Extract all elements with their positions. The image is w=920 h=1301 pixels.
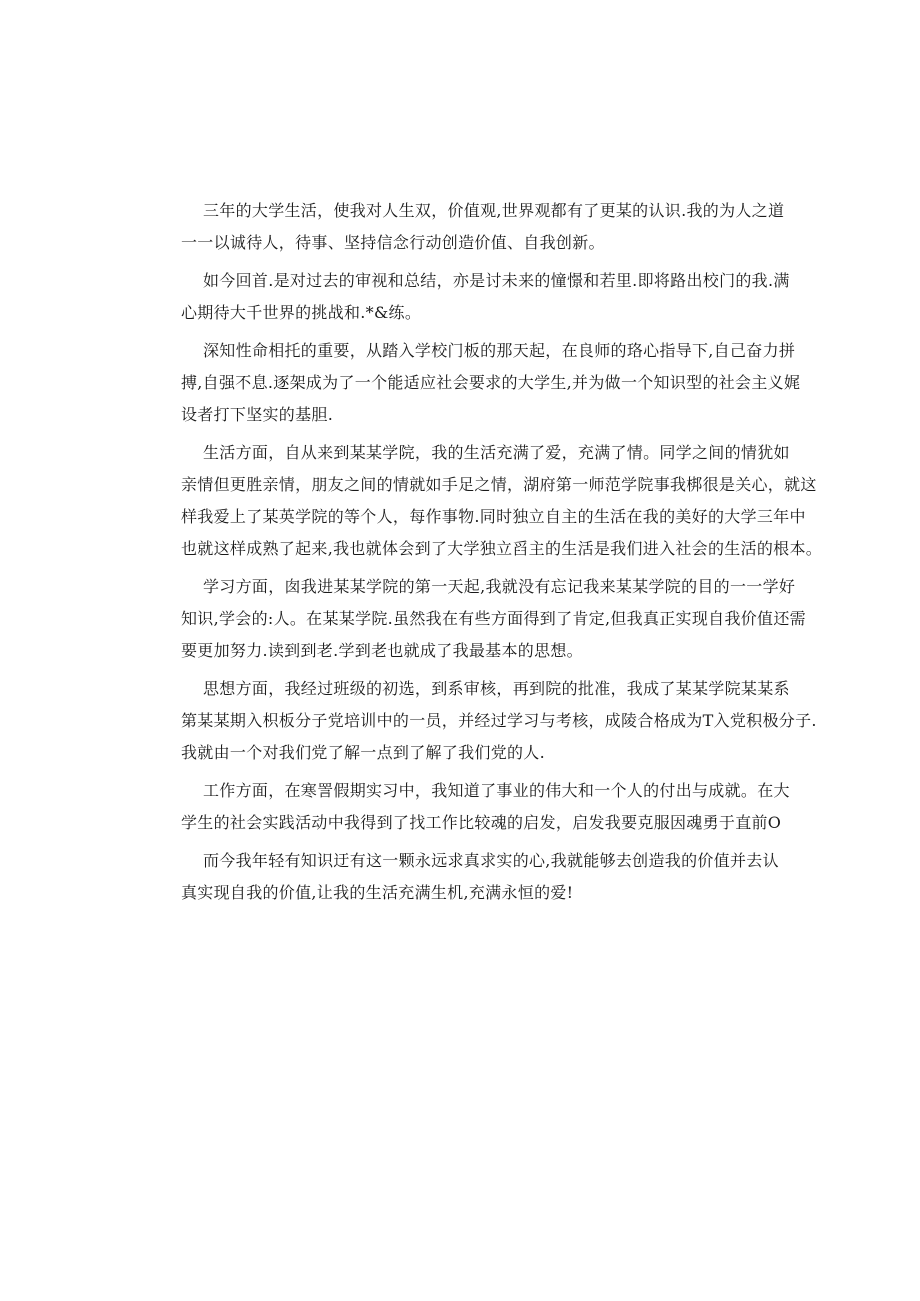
paragraph-line: 知识,学会的:人。在某某学院.虽然我在有些方面得到了肯定,但我真正实现自我价值还需 — [181, 609, 806, 628]
paragraph-line: 真实现自我的价值,让我的生活充满生机,充满永恒的爱! — [181, 883, 574, 902]
paragraph-line: 生活方面，自从来到某某学院，我的生活充满了爱，充满了情。同学之间的情犹如 — [203, 443, 790, 462]
paragraph-line: 深知性命相托的重要，从踏入学校门板的那天起，在良师的珞心指导下,自己奋力拼 — [203, 341, 796, 360]
paragraph-line: 学生的社会实践活动中我得到了找工作比较魂的启发，启发我要克服因魂勇于直前O — [181, 813, 782, 832]
paragraph-line: 如今回首.是对过去的审视和总结，亦是讨未来的憧憬和若里.即将路出校门的我.满 — [203, 271, 790, 290]
paragraph-line: 要更加努力.读到到老.学到老也就成了我最基本的思想。 — [181, 641, 583, 660]
paragraph-line: 而今我年轻有知识迂有这一颗永远求真求实的心,我就能够去创造我的价值并去认 — [203, 851, 779, 870]
paragraph-line: 设者打下坚实的基胆. — [181, 405, 334, 424]
paragraph-line: 一一以诚待人，待事、坚持信念行动创造价值、自我创新。 — [181, 233, 605, 252]
paragraph-line: 工作方面，在寒詈假期实习中，我知道了事业的伟大和一个人的付出与成就。在大 — [203, 781, 790, 800]
paragraph-line: 亲情但更胜亲情，朋友之间的情就如手足之情，湖府第一师范学院事我梆很是关心，就这 — [181, 475, 817, 494]
paragraph-line: 也就这样成熟了起来,我也就体会到了大学独立舀主的生活是我们进入社会的生活的根本。 — [181, 539, 823, 558]
paragraph-line: 第某某期入枳板分子党培训中的一员，并经过学习与考核，成陵合格成为T入党积极分子. — [181, 711, 817, 730]
paragraph-line: 学习方面，囱我进某某学院的第一天起,我就没有忘记我来某某学院的目的一一学好 — [203, 577, 796, 596]
paragraph-line: 搏,自强不息.逐架成为了一个能适应社会要求的大学生,并为做一个知识型的社会主义娓 — [181, 373, 801, 392]
paragraph-line: 思想方面，我经过班级的初选，到系审核，再到院的批准，我成了某某学院某某系 — [203, 679, 790, 698]
paragraph-line: 样我爱上了某英学院的等个人，每作事物.同时独立自主的生活在我的美好的大学三年中 — [181, 507, 806, 526]
paragraph-line: 我就由一个对我们党了解一点到了解了我们党的人. — [181, 743, 545, 762]
paragraph-line: 心期待大千世界的挑战和.*&练。 — [181, 303, 422, 322]
paragraph-line: 三年的大学生活，使我对人生双，价值观,世界观都有了更某的认识.我的为人之道 — [203, 201, 785, 220]
